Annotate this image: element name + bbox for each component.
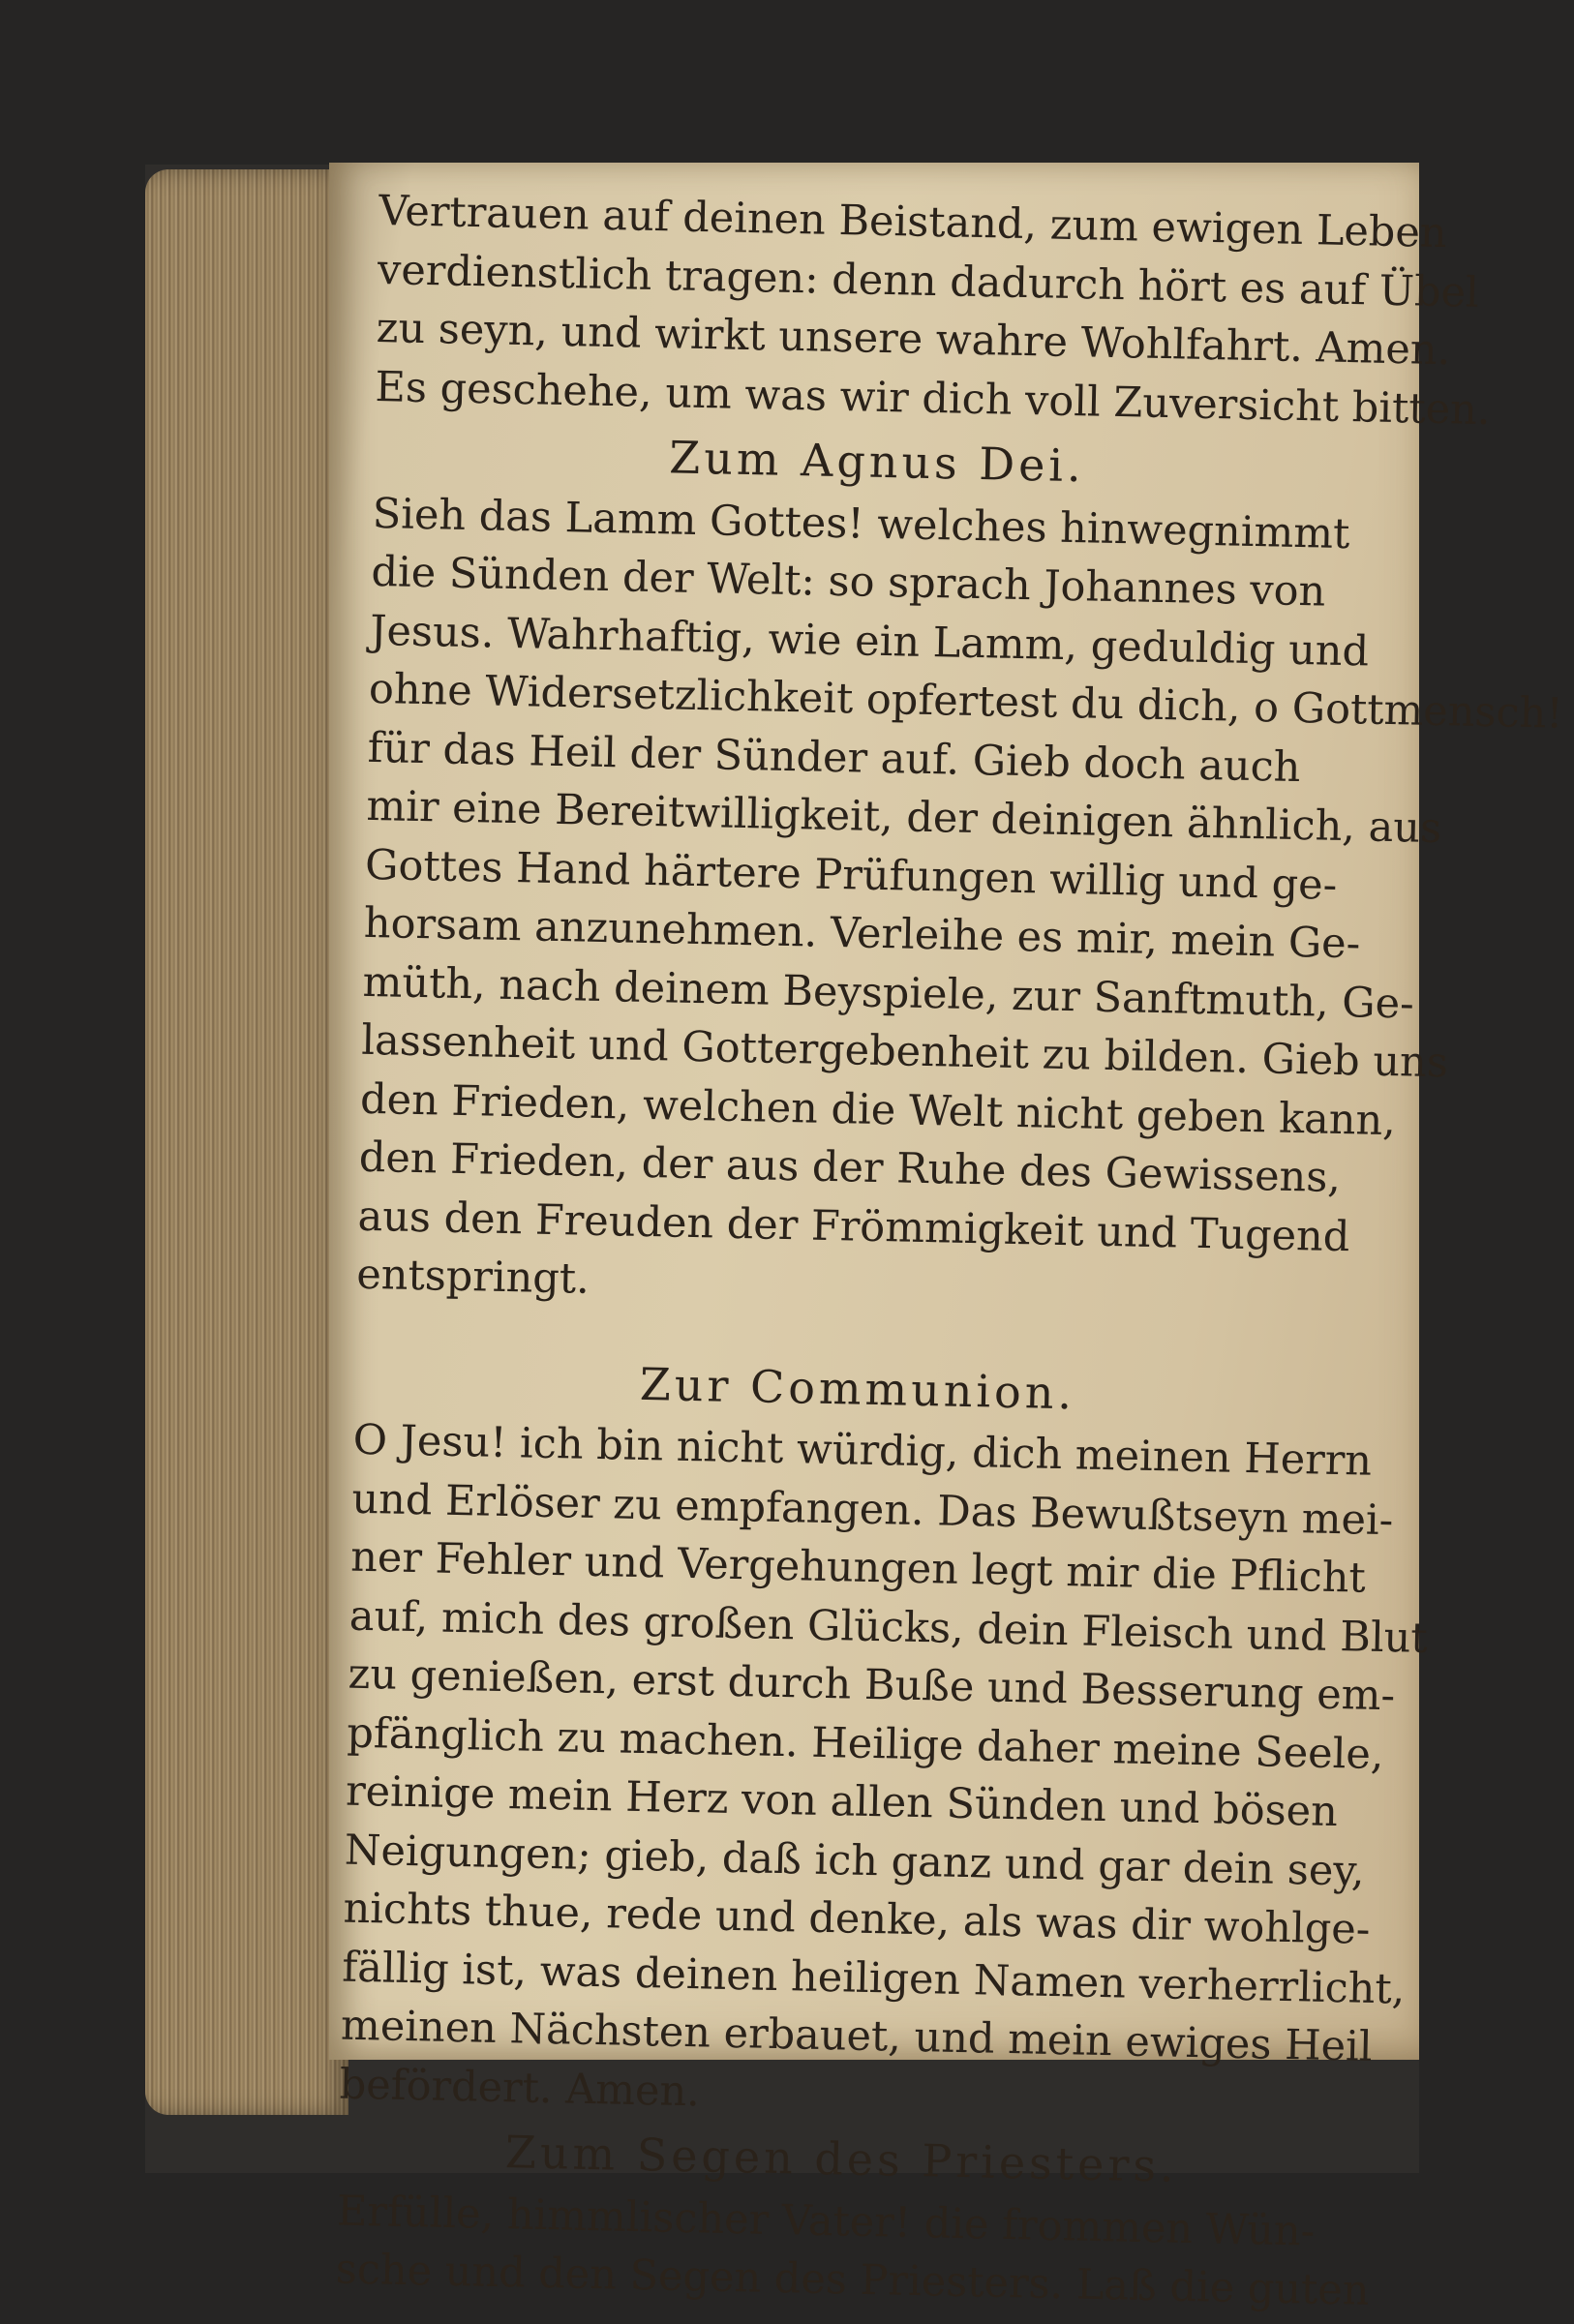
text-line: auf, mich des großen Glücks, dein Fleisch und Blut [348,1591,1429,1663]
text-line: reinige mein Herz von allen Sünden und bösen [345,1766,1339,1837]
text-line: Erfülle, himmlischer Vater! die frommen Wün- [336,2187,1316,2256]
text-line: ohne Widersetzlichkeit opfertest du dich, o Gottmensch! [368,664,1564,739]
text-line: verdienstlich tragen: denn dadurch hört es auf Übel [377,245,1480,317]
text-line: horsam anzunehmen. Verleihe es mir, mein Ge- [363,898,1361,969]
text-line: den Frieden, der aus der Ruhe des Gewissens, [358,1132,1342,1203]
text-line: Neigungen; gieb, daß ich ganz und gar dein sey, [344,1826,1366,1896]
text-line: pfänglich zu machen. Heilige daher meine Seele, [346,1708,1385,1779]
text-line: sche und den Segen des Priesters. Laß die guten [335,2245,1371,2315]
text-line: Vertrauen auf deinen Beistand, zum ewigen Leben [378,186,1448,258]
text-line: und Erlöser zu empfangen. Das Bewußtseyn mei- [350,1474,1394,1545]
text-line: Es geschehe, um was wir dich voll Zuversicht bitten. [375,362,1491,435]
page-edges [145,169,348,2115]
text-line: befördert. Amen. [339,2060,701,2116]
text-line: die Sünden der Welt: so sprach Johannes von [371,547,1326,617]
text-line: zu genießen, erst durch Buße und Besserung em- [348,1649,1396,1721]
text-line: für das Heil der Sünder auf. Gieb doch auch [367,723,1301,792]
text-line: nichts thue, rede und denke, als was dir wohlge- [343,1884,1371,1954]
text-line: zu seyn, und wirkt unsere wahre Wohlfahrt. Amen. [376,303,1451,376]
text-line: Gottes Hand härtere Prüfungen willig und ge- [364,840,1338,910]
heading-agnus-dei: Zum Agnus Dei. [668,431,1086,493]
heading-communion: Zur Communion. [639,1357,1076,1419]
text-line: fällig ist, was deinen heiligen Namen verherrlicht, [341,1943,1406,2014]
text-line: ner Fehler und Vergehungen legt mir die Pflicht [349,1532,1367,1603]
text-line: den Frieden, welchen die Welt nicht geben kann, [359,1074,1397,1145]
text-line: entspringt. [355,1250,590,1304]
text-line: müth, nach deinem Beyspiele, zur Sanftmuth, Ge- [362,957,1415,1029]
text-line: Jesus. Wahrhaftig, wie ein Lamm, geduldig und [369,606,1370,677]
heading-segen: Zum Segen des Priesters. [504,2126,1179,2192]
text-line: aus den Freuden der Frömmigkeit und Tugend [357,1192,1350,1261]
text-line: O Jesu! ich bin nicht würdig, dich meinen Herrn [352,1415,1373,1486]
text-line: lassenheit und Gottergebenheit zu bilden. Gieb uns [360,1015,1449,1088]
page-text [335,182,1564,2320]
text-line: mir eine Bereitwilligkeit, der deinigen ähnlich, aus [365,781,1442,854]
text-line: meinen Nächsten erbauet, und mein ewiges Heil [340,2001,1374,2071]
text-line: Sieh das Lamm Gottes! welches hinwegnimmt [372,489,1350,558]
